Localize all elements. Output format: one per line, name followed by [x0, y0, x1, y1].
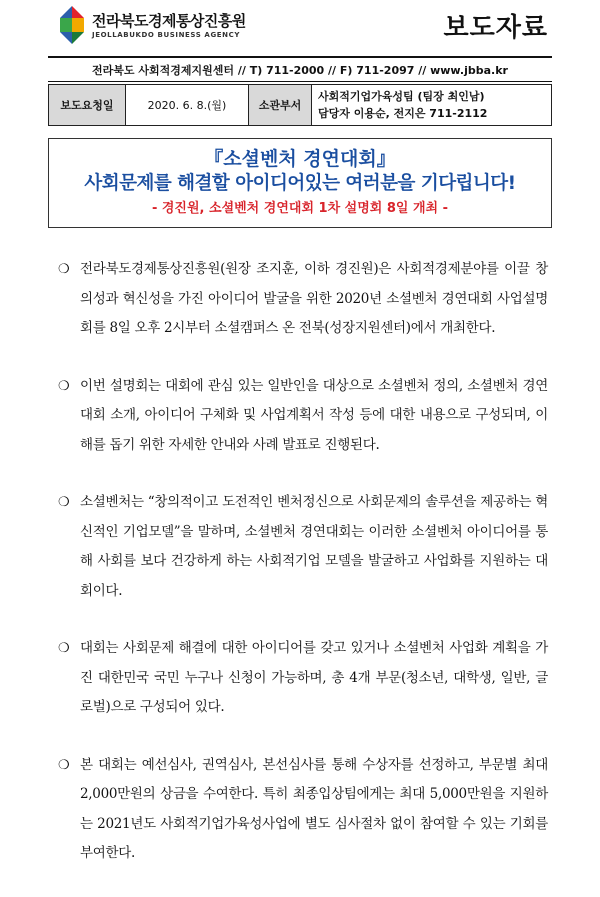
bullet-circle-icon: ❍	[58, 262, 70, 277]
paragraph	[58, 488, 548, 606]
paragraph	[58, 255, 548, 344]
headline-line-1: 『소셜벤처 경연대회』	[204, 148, 396, 170]
paragraph-text: 이번 설명회는 대회에 관심 있는 일반인을 대상으로 소셜벤처 정의, 소셜벤처 경연대회 소개, 아이디어 구체화 및 사업계획서 작성 등에 대한 내용으로 구성되며, 이해를 돕기 위한 자세한 안내와 사례 발표로 진행된다.	[80, 377, 548, 453]
dept-info	[312, 85, 552, 126]
header	[48, 0, 552, 52]
bullet-circle-icon: ❍	[58, 641, 70, 656]
paragraph	[58, 634, 548, 723]
dept-team: 사회적기업가육성팀 (팀장 최인남)	[318, 90, 485, 103]
bullet-circle-icon: ❍	[58, 495, 70, 510]
paragraph-text: 본 대회는 예선심사, 권역심사, 본선심사를 통해 수상자를 선정하고, 부문별 최대 2,000만원의 상금을 수여한다. 특히 최종입상팀에게는 최대 5,000만원을 지원하는 2021년도 사회적기업가육성사업에 별도 심사절차 없이 참여할 수 있는 기회를 부여한다.	[80, 756, 548, 861]
headline-subtitle: - 경진원, 소셜벤처 경연대회 1차 설명회 8일 개최 -	[151, 201, 449, 216]
contact-bar: 전라북도 사회적경제지원센터 // T) 711-2000 // F) 711-2097 // www.jbba.kr	[48, 56, 552, 82]
paragraph	[58, 372, 548, 461]
paragraph-text: 대회는 사회문제 해결에 대한 아이디어를 갖고 있거나 소셜벤처 사업화 계획을 가진 대한민국 국민 누구나 신청이 가능하며, 총 4개 부문(청소년, 대학생, 일반, 글로벌)으로 구성되어 있다.	[80, 640, 548, 715]
doc-type-title: 보도자료	[443, 13, 548, 43]
request-date-label: 보도요청일	[49, 85, 126, 126]
jbba-logo-icon	[58, 4, 86, 46]
bullet-circle-icon: ❍	[58, 378, 70, 394]
request-date-value: 2020. 6. 8.(월)	[126, 85, 249, 126]
headline-line-2: 사회문제를 해결할 아이디어있는 여러분을 기다립니다!	[84, 173, 516, 194]
headline-box	[48, 138, 552, 228]
dept-label: 소관부서	[249, 85, 312, 126]
org-name-en: JEOLLABUKDO BUSINESS AGENCY	[92, 31, 241, 39]
paragraph	[58, 751, 548, 869]
dept-contact: 담당자 이용순, 전지은 711-2112	[318, 107, 488, 120]
info-table	[48, 84, 552, 126]
paragraph-text: 소셜벤처는 “창의적이고 도전적인 벤처정신으로 사회문제의 솔루션을 제공하는 혁신적인 기업모델”을 말하며, 소셜벤처 경연대회는 이러한 소셜벤처 아이디어를 통해 사회를 보다 건강하게 하는 사회적기업 모델을 발굴하고 사업화를 지원하는 대회이다.	[80, 494, 548, 599]
bullet-circle-icon: ❍	[58, 757, 70, 773]
article-body	[58, 255, 548, 897]
org-name-ko: 전라북도경제통상진흥원	[92, 12, 246, 30]
paragraph-text: 전라북도경제통상진흥원(원장 조지훈, 이하 경진원)은 사회적경제분야를 이끌 창의성과 혁신성을 가진 아이디어 발굴을 위한 2020년 소셜벤처 경연대회 사업설명회를 8일 오후 2시부터 소셜캠퍼스 온 전북(성장지원센터)에서 개최한다.	[80, 261, 548, 336]
